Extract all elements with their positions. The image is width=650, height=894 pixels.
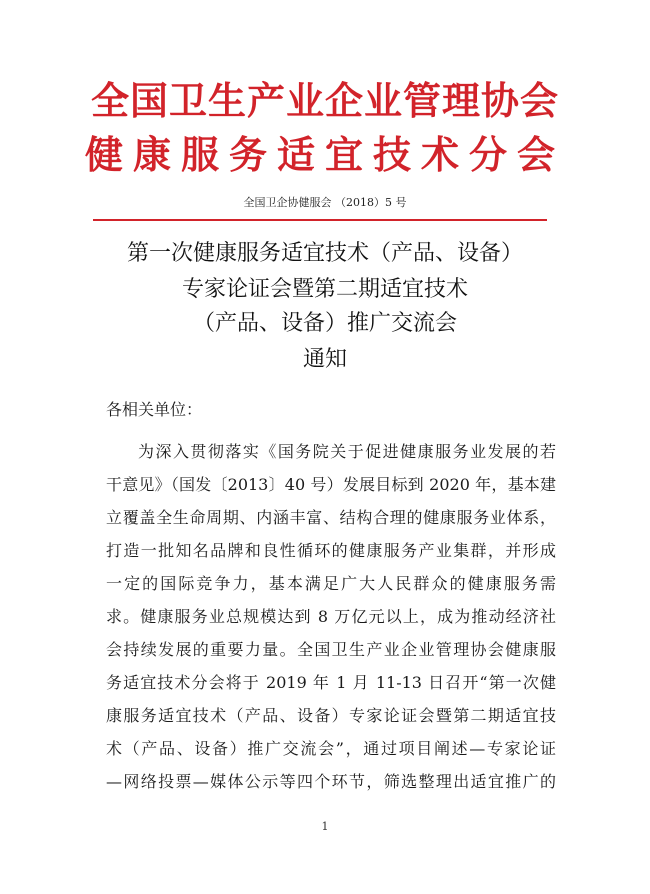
body-line: 求。健康服务业总规模达到 8 万亿元以上，成为推动经济社 — [106, 607, 556, 626]
notice-title-line-4: 通知 — [302, 347, 347, 372]
body-line: 立覆盖全生命周期、内涵丰富、结构合理的健康服务业体系， — [106, 508, 556, 527]
red-divider-line — [93, 219, 547, 221]
page-number: 1 — [321, 820, 329, 833]
body-line: 会持续发展的重要力量。全国卫生产业企业管理协会健康服 — [106, 640, 556, 659]
notice-title-line-2: 专家论证会暨第二期适宜技术 — [181, 277, 468, 302]
organization-name-line-1: 全国卫生产业企业管理协会 — [90, 79, 559, 123]
body-line: 打造一批知名品牌和良性循环的健康服务产业集群，并形成 — [106, 541, 556, 560]
notice-title-line-3: （产品、设备）推广交流会 — [192, 311, 457, 336]
document-number: 全国卫企协健服会 （2018）5 号 — [243, 196, 407, 209]
body-line: 一定的国际竞争力，基本满足广大人民群众的健康服务需 — [106, 574, 556, 593]
body-line: —网络投票—媒体公示等四个环节，筛选整理出适宜推广的 — [106, 772, 556, 791]
organization-name-line-2: 健康服务适宜技术分会 — [84, 133, 565, 177]
notice-title-line-1: 第一次健康服务适宜技术（产品、设备） — [126, 241, 523, 266]
body-line: 干意见》（国发〔2013〕40 号）发展目标到 2020 年，基本建 — [106, 475, 556, 494]
body-line: 康服务适宜技术（产品、设备）专家论证会暨第二期适宜技 — [106, 706, 556, 725]
salutation: 各相关单位： — [106, 400, 203, 419]
body-line: 术（产品、设备）推广交流会”，通过项目阐述—专家论证 — [106, 739, 556, 758]
body-line: 为深入贯彻落实《国务院关于促进健康服务业发展的若 — [138, 442, 556, 461]
body-line: 务适宜技术分会将于 2019 年 1 月 11-13 日召开“第一次健 — [106, 673, 556, 692]
